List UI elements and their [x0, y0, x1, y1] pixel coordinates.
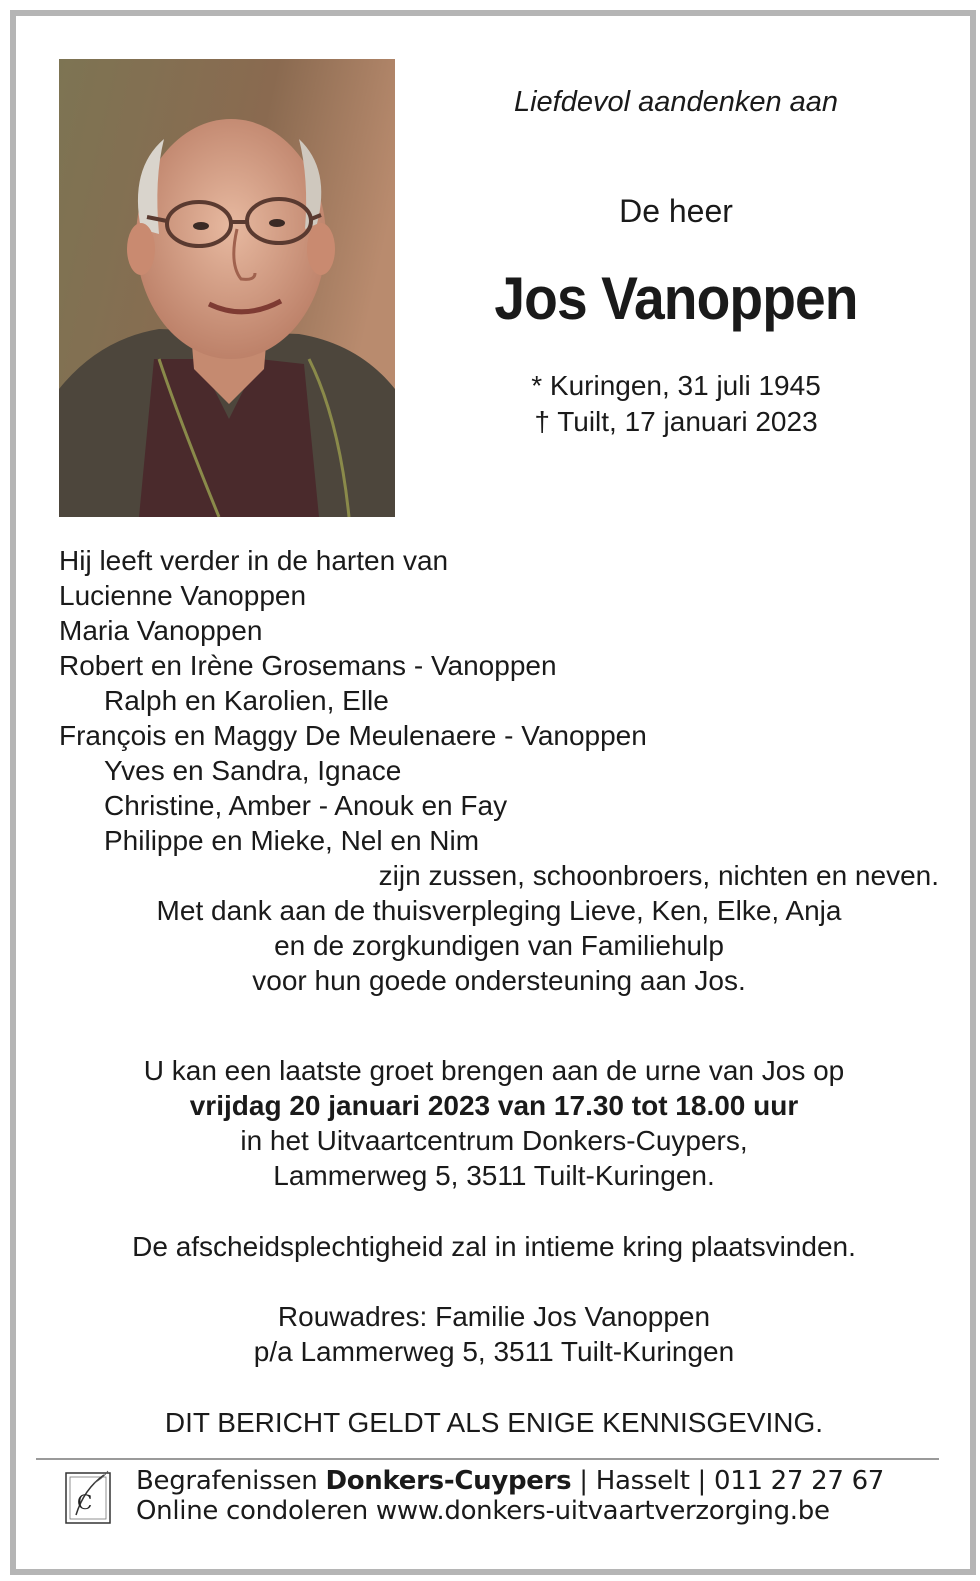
death-date: † Tuilt, 17 januari 2023 [534, 406, 818, 437]
life-dates [416, 368, 936, 440]
footer [64, 1466, 944, 1536]
notice-text: DIT BERICHT GELDT ALS ENIGE KENNISGEVING. [164, 1407, 824, 1438]
address-line: Rouwadres: Familie Jos Vanoppen [277, 1301, 711, 1332]
footer-contact: | Hasselt | 011 27 27 67 [571, 1466, 885, 1496]
portrait-photo [59, 59, 395, 517]
salutation: De heer [619, 193, 733, 229]
funeral-home-logo-icon [64, 1469, 114, 1527]
family-line: Ralph en Karolien, Elle [104, 685, 389, 716]
footer-company: Donkers-Cuypers [325, 1466, 572, 1496]
visit-datetime: vrijdag 20 januari 2023 van 17.30 tot 18.00 uur [189, 1090, 799, 1121]
family-line: Philippe en Mieke, Nel en Nim [104, 825, 480, 856]
family-line: Maria Vanoppen [59, 615, 263, 646]
footer-prefix: Begrafenissen [136, 1466, 326, 1496]
family-opening: Hij leeft verder in de harten van [59, 545, 449, 576]
mourning-address [59, 1299, 929, 1369]
footer-text [136, 1466, 884, 1526]
obituary-card [10, 10, 976, 1575]
ceremony-text: De afscheidsplechtigheid zal in intieme kring plaatsvinden. [132, 1231, 856, 1262]
thanks-line: Met dank aan de thuisverpleging Lieve, Ken, Elke, Anja [156, 895, 842, 926]
address-line: p/a Lammerweg 5, 3511 Tuilt-Kuringen [253, 1336, 735, 1367]
thanks-line: en de zorgkundigen van Familiehulp [274, 930, 724, 961]
visit-line: in het Uitvaartcentrum Donkers-Cuypers, [240, 1125, 748, 1156]
thanks-line: voor hun goede ondersteuning aan Jos. [252, 965, 746, 996]
relatives-line: zijn zussen, schoonbroers, nichten en neven. [378, 860, 939, 891]
visit-line: U kan een laatste groet brengen aan de urne van Jos op [143, 1055, 845, 1086]
footer-company-line [136, 1466, 884, 1496]
visit-line: Lammerweg 5, 3511 Tuilt-Kuringen. [273, 1160, 715, 1191]
deceased-name: Jos Vanoppen [494, 265, 858, 332]
footer-divider [36, 1458, 939, 1460]
family-section [59, 543, 939, 998]
visit-info [59, 1053, 929, 1193]
family-line: Robert en Irène Grosemans - Vanoppen [59, 650, 557, 681]
family-line: Christine, Amber - Anouk en Fay [104, 790, 508, 821]
birth-date: * Kuringen, 31 juli 1945 [531, 370, 821, 401]
svg-text:C: C [77, 1490, 93, 1514]
family-line: Lucienne Vanoppen [59, 580, 307, 611]
family-line: François en Maggy De Meulenaere - Vanoppen [59, 720, 647, 751]
family-line: Yves en Sandra, Ignace [104, 755, 402, 786]
intro-text: Liefdevol aandenken aan [513, 86, 839, 118]
footer-online-link[interactable]: Online condoleren www.donkers-uitvaartverzorging.be [136, 1496, 830, 1526]
